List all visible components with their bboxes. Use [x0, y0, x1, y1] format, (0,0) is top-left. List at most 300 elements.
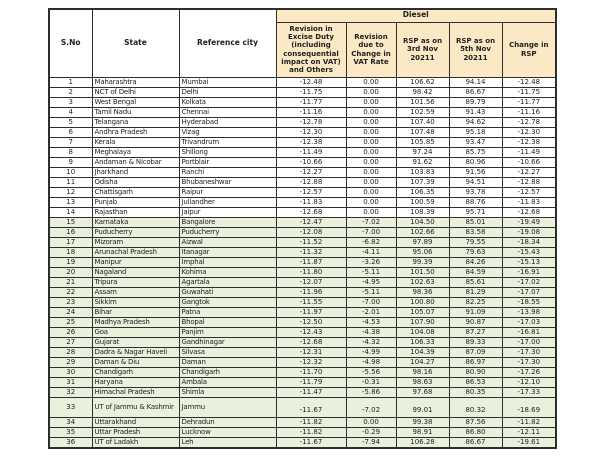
vat-revision-cell: -4.53 [346, 317, 396, 327]
table-row [49, 97, 556, 107]
change-in-rsp-cell: -11.49 [502, 147, 556, 157]
table-header [49, 9, 556, 77]
reference-city-cell: Ambala [179, 377, 276, 387]
state-cell: Uttarakhand [92, 417, 179, 427]
excise-revision-cell: -11.79 [276, 377, 346, 387]
rsp-3rd-nov-cell: 98.42 [396, 87, 449, 97]
change-in-rsp-cell: -12.48 [502, 77, 556, 87]
rsp-3rd-nov-cell: 104.08 [396, 327, 449, 337]
rsp-5th-nov-cell: 87.27 [449, 327, 502, 337]
col-header-rsp-3rd-nov: RSP as on 3rd Nov 20211 [396, 22, 449, 77]
reference-city-cell: Bhopal [179, 317, 276, 327]
change-in-rsp-cell: -19.49 [502, 217, 556, 227]
state-cell: Chandigarh [92, 367, 179, 377]
state-cell: Dadra & Nagar Haveli [92, 347, 179, 357]
table-row [49, 317, 556, 327]
rsp-3rd-nov-cell: 99.01 [396, 397, 449, 417]
reference-city-cell: Gangtok [179, 297, 276, 307]
sno-cell: 27 [49, 337, 92, 347]
sno-cell: 10 [49, 167, 92, 177]
sno-cell: 13 [49, 197, 92, 207]
reference-city-cell: Ranchi [179, 167, 276, 177]
change-in-rsp-cell: -11.16 [502, 107, 556, 117]
excise-revision-cell: -12.78 [276, 117, 346, 127]
rsp-3rd-nov-cell: 102.63 [396, 277, 449, 287]
table-row [49, 77, 556, 87]
col-header-excise-revision: Revision in Excise Duty (including consequential impact on VAT) and Others [276, 22, 346, 77]
vat-revision-cell: -7.00 [346, 297, 396, 307]
rsp-3rd-nov-cell: 104.50 [396, 217, 449, 227]
vat-revision-cell: 0.00 [346, 167, 396, 177]
change-in-rsp-cell: -12.30 [502, 127, 556, 137]
vat-revision-cell: 0.00 [346, 107, 396, 117]
table-row [49, 367, 556, 377]
vat-revision-cell: -5.11 [346, 267, 396, 277]
excise-revision-cell: -12.32 [276, 357, 346, 367]
reference-city-cell: Vizag [179, 127, 276, 137]
excise-revision-cell: -11.67 [276, 397, 346, 417]
sno-cell: 34 [49, 417, 92, 427]
table-row [49, 337, 556, 347]
table-row [49, 157, 556, 167]
change-in-rsp-cell: -17.07 [502, 287, 556, 297]
sno-cell: 2 [49, 87, 92, 97]
reference-city-cell: Puducherry [179, 227, 276, 237]
rsp-3rd-nov-cell: 106.35 [396, 187, 449, 197]
rsp-5th-nov-cell: 85.01 [449, 217, 502, 227]
rsp-3rd-nov-cell: 107.90 [396, 317, 449, 327]
state-cell: Andaman & Nicobar [92, 157, 179, 167]
col-header-rsp-5th-nov: RSP as on 5th Nov 20211 [449, 22, 502, 77]
sno-cell: 7 [49, 137, 92, 147]
table-row [49, 287, 556, 297]
table-row [49, 257, 556, 267]
rsp-5th-nov-cell: 94.62 [449, 117, 502, 127]
rsp-3rd-nov-cell: 91.62 [396, 157, 449, 167]
vat-revision-cell: -4.99 [346, 347, 396, 357]
excise-revision-cell: -12.38 [276, 137, 346, 147]
rsp-3rd-nov-cell: 97.68 [396, 387, 449, 397]
vat-revision-cell: -3.26 [346, 257, 396, 267]
sno-cell: 18 [49, 247, 92, 257]
rsp-5th-nov-cell: 94.51 [449, 177, 502, 187]
excise-revision-cell: -11.87 [276, 257, 346, 267]
col-header-sno: S.No [49, 9, 92, 77]
rsp-5th-nov-cell: 86.97 [449, 357, 502, 367]
reference-city-cell: Imphal [179, 257, 276, 267]
sno-cell: 19 [49, 257, 92, 267]
sno-cell: 12 [49, 187, 92, 197]
rsp-3rd-nov-cell: 105.85 [396, 137, 449, 147]
sno-cell: 23 [49, 297, 92, 307]
rsp-3rd-nov-cell: 101.50 [396, 267, 449, 277]
rsp-3rd-nov-cell: 100.59 [396, 197, 449, 207]
excise-revision-cell: -11.67 [276, 437, 346, 448]
rsp-5th-nov-cell: 93.78 [449, 187, 502, 197]
col-header-change-in-rsp: Change in RSP [502, 22, 556, 77]
excise-revision-cell: -12.27 [276, 167, 346, 177]
excise-revision-cell: -11.70 [276, 367, 346, 377]
rsp-3rd-nov-cell: 98.63 [396, 377, 449, 387]
vat-revision-cell: -5.86 [346, 387, 396, 397]
excise-revision-cell: -11.47 [276, 387, 346, 397]
rsp-5th-nov-cell: 80.96 [449, 157, 502, 167]
state-cell: Daman & Diu [92, 357, 179, 367]
rsp-5th-nov-cell: 87.09 [449, 347, 502, 357]
vat-revision-cell: -7.00 [346, 227, 396, 237]
sno-cell: 9 [49, 157, 92, 167]
change-in-rsp-cell: -15.13 [502, 257, 556, 267]
rsp-3rd-nov-cell: 97.24 [396, 147, 449, 157]
vat-revision-cell: -7.94 [346, 437, 396, 448]
sno-cell: 1 [49, 77, 92, 87]
table-row [49, 397, 556, 417]
reference-city-cell: Jammu [179, 397, 276, 417]
excise-revision-cell: -11.32 [276, 247, 346, 257]
state-cell: Goa [92, 327, 179, 337]
rsp-5th-nov-cell: 80.90 [449, 367, 502, 377]
table-body [49, 77, 556, 448]
state-cell: Puducherry [92, 227, 179, 237]
rsp-5th-nov-cell: 90.87 [449, 317, 502, 327]
reference-city-cell: Lucknow [179, 427, 276, 437]
rsp-3rd-nov-cell: 102.66 [396, 227, 449, 237]
change-in-rsp-cell: -19.08 [502, 227, 556, 237]
state-cell: Maharashtra [92, 77, 179, 87]
excise-revision-cell: -11.49 [276, 147, 346, 157]
sno-cell: 26 [49, 327, 92, 337]
diesel-price-table [48, 8, 557, 449]
rsp-3rd-nov-cell: 98.16 [396, 367, 449, 377]
reference-city-cell: Aizwal [179, 237, 276, 247]
change-in-rsp-cell: -16.81 [502, 327, 556, 337]
sno-cell: 30 [49, 367, 92, 377]
reference-city-cell: Agartala [179, 277, 276, 287]
rsp-5th-nov-cell: 83.58 [449, 227, 502, 237]
vat-revision-cell: -4.98 [346, 357, 396, 367]
vat-revision-cell: -7.02 [346, 397, 396, 417]
col-header-reference-city: Reference city [179, 9, 276, 77]
rsp-3rd-nov-cell: 97.89 [396, 237, 449, 247]
sno-cell: 15 [49, 217, 92, 227]
sno-cell: 33 [49, 397, 92, 417]
sno-cell: 14 [49, 207, 92, 217]
excise-revision-cell: -11.80 [276, 267, 346, 277]
reference-city-cell: Guwahati [179, 287, 276, 297]
rsp-5th-nov-cell: 84.26 [449, 257, 502, 267]
change-in-rsp-cell: -12.57 [502, 187, 556, 197]
state-cell: Punjab [92, 197, 179, 207]
rsp-5th-nov-cell: 86.67 [449, 437, 502, 448]
excise-revision-cell: -12.30 [276, 127, 346, 137]
rsp-3rd-nov-cell: 100.80 [396, 297, 449, 307]
state-cell: Uttar Pradesh [92, 427, 179, 437]
rsp-5th-nov-cell: 87.56 [449, 417, 502, 427]
rsp-3rd-nov-cell: 98.36 [396, 287, 449, 297]
sno-cell: 8 [49, 147, 92, 157]
state-cell: Himachal Pradesh [92, 387, 179, 397]
excise-revision-cell: -11.82 [276, 427, 346, 437]
state-cell: Meghalaya [92, 147, 179, 157]
table-row [49, 197, 556, 207]
change-in-rsp-cell: -12.88 [502, 177, 556, 187]
change-in-rsp-cell: -17.00 [502, 337, 556, 347]
rsp-5th-nov-cell: 88.76 [449, 197, 502, 207]
reference-city-cell: Mumbai [179, 77, 276, 87]
excise-revision-cell: -11.96 [276, 287, 346, 297]
vat-revision-cell: -5.56 [346, 367, 396, 377]
excise-revision-cell: -12.47 [276, 217, 346, 227]
rsp-3rd-nov-cell: 99.38 [396, 417, 449, 427]
rsp-3rd-nov-cell: 105.07 [396, 307, 449, 317]
reference-city-cell: Kohima [179, 267, 276, 277]
table-row [49, 277, 556, 287]
excise-revision-cell: -12.68 [276, 207, 346, 217]
table-row [49, 217, 556, 227]
state-cell: Jharkhand [92, 167, 179, 177]
table-row [49, 417, 556, 427]
change-in-rsp-cell: -12.68 [502, 207, 556, 217]
rsp-3rd-nov-cell: 98.91 [396, 427, 449, 437]
change-in-rsp-cell: -19.61 [502, 437, 556, 448]
reference-city-cell: Jaipur [179, 207, 276, 217]
rsp-5th-nov-cell: 89.79 [449, 97, 502, 107]
vat-revision-cell: 0.00 [346, 87, 396, 97]
reference-city-cell: Kolkata [179, 97, 276, 107]
vat-revision-cell: 0.00 [346, 417, 396, 427]
change-in-rsp-cell: -11.83 [502, 197, 556, 207]
vat-revision-cell: 0.00 [346, 127, 396, 137]
reference-city-cell: Shillong [179, 147, 276, 157]
change-in-rsp-cell: -11.77 [502, 97, 556, 107]
sno-cell: 6 [49, 127, 92, 137]
table-row [49, 137, 556, 147]
change-in-rsp-cell: -18.55 [502, 297, 556, 307]
vat-revision-cell: 0.00 [346, 97, 396, 107]
vat-revision-cell: -4.38 [346, 327, 396, 337]
change-in-rsp-cell: -12.78 [502, 117, 556, 127]
col-group-header-diesel: Diesel [276, 9, 556, 22]
reference-city-cell: Shimla [179, 387, 276, 397]
table-row [49, 247, 556, 257]
sno-cell: 5 [49, 117, 92, 127]
rsp-3rd-nov-cell: 104.27 [396, 357, 449, 367]
rsp-5th-nov-cell: 86.53 [449, 377, 502, 387]
reference-city-cell: Bhubaneshwar [179, 177, 276, 187]
sno-cell: 21 [49, 277, 92, 287]
table-row [49, 297, 556, 307]
sno-cell: 3 [49, 97, 92, 107]
reference-city-cell: Bangalore [179, 217, 276, 227]
sno-cell: 16 [49, 227, 92, 237]
state-cell: UT of Ladakh [92, 437, 179, 448]
rsp-5th-nov-cell: 85.75 [449, 147, 502, 157]
table-row [49, 307, 556, 317]
table-row [49, 107, 556, 117]
state-cell: Tamil Nadu [92, 107, 179, 117]
reference-city-cell: Portblair [179, 157, 276, 167]
rsp-5th-nov-cell: 79.63 [449, 247, 502, 257]
excise-revision-cell: -12.07 [276, 277, 346, 287]
change-in-rsp-cell: -11.75 [502, 87, 556, 97]
reference-city-cell: Hyderabad [179, 117, 276, 127]
table-row [49, 127, 556, 137]
rsp-3rd-nov-cell: 95.06 [396, 247, 449, 257]
change-in-rsp-cell: -13.98 [502, 307, 556, 317]
change-in-rsp-cell: -12.38 [502, 137, 556, 147]
vat-revision-cell: 0.00 [346, 207, 396, 217]
change-in-rsp-cell: -12.27 [502, 167, 556, 177]
excise-revision-cell: -11.83 [276, 197, 346, 207]
state-cell: Madhya Pradesh [92, 317, 179, 327]
change-in-rsp-cell: -17.02 [502, 277, 556, 287]
excise-revision-cell: -11.16 [276, 107, 346, 117]
reference-city-cell: Daman [179, 357, 276, 367]
sno-cell: 29 [49, 357, 92, 367]
state-cell: Telangana [92, 117, 179, 127]
table-row [49, 437, 556, 448]
state-cell: Nagaland [92, 267, 179, 277]
state-cell: Karnataka [92, 217, 179, 227]
rsp-3rd-nov-cell: 107.39 [396, 177, 449, 187]
vat-revision-cell: -0.29 [346, 427, 396, 437]
table-row [49, 207, 556, 217]
sno-cell: 32 [49, 387, 92, 397]
vat-revision-cell: 0.00 [346, 157, 396, 167]
change-in-rsp-cell: -18.69 [502, 397, 556, 417]
rsp-5th-nov-cell: 84.59 [449, 267, 502, 277]
change-in-rsp-cell: -17.26 [502, 367, 556, 377]
reference-city-cell: Dehradun [179, 417, 276, 427]
table-row [49, 167, 556, 177]
sno-cell: 35 [49, 427, 92, 437]
state-cell: Chattisgarh [92, 187, 179, 197]
col-header-vat-revision: Revision due to Change in VAT Rate [346, 22, 396, 77]
table-row [49, 427, 556, 437]
table-row [49, 347, 556, 357]
vat-revision-cell: -4.32 [346, 337, 396, 347]
rsp-5th-nov-cell: 79.55 [449, 237, 502, 247]
vat-revision-cell: -6.82 [346, 237, 396, 247]
state-cell: Arunachal Pradesh [92, 247, 179, 257]
reference-city-cell: Chennai [179, 107, 276, 117]
rsp-3rd-nov-cell: 107.40 [396, 117, 449, 127]
rsp-5th-nov-cell: 86.67 [449, 87, 502, 97]
table-row [49, 267, 556, 277]
excise-revision-cell: -11.82 [276, 417, 346, 427]
reference-city-cell: Raipur [179, 187, 276, 197]
excise-revision-cell: -12.48 [276, 77, 346, 87]
reference-city-cell: Trivandrum [179, 137, 276, 147]
rsp-3rd-nov-cell: 106.28 [396, 437, 449, 448]
state-cell: Gujarat [92, 337, 179, 347]
change-in-rsp-cell: -16.91 [502, 267, 556, 277]
state-cell: Mizoram [92, 237, 179, 247]
table-row [49, 187, 556, 197]
sno-cell: 20 [49, 267, 92, 277]
excise-revision-cell: -12.08 [276, 227, 346, 237]
rsp-3rd-nov-cell: 99.39 [396, 257, 449, 267]
vat-revision-cell: 0.00 [346, 197, 396, 207]
excise-revision-cell: -11.55 [276, 297, 346, 307]
sno-cell: 36 [49, 437, 92, 448]
state-cell: Andhra Pradesh [92, 127, 179, 137]
change-in-rsp-cell: -17.30 [502, 347, 556, 357]
rsp-5th-nov-cell: 80.35 [449, 387, 502, 397]
state-cell: Manipur [92, 257, 179, 267]
table-row [49, 237, 556, 247]
state-cell: Assam [92, 287, 179, 297]
state-cell: Tripura [92, 277, 179, 287]
excise-revision-cell: -12.50 [276, 317, 346, 327]
change-in-rsp-cell: -18.34 [502, 237, 556, 247]
state-cell: Odisha [92, 177, 179, 187]
sno-cell: 17 [49, 237, 92, 247]
vat-revision-cell: -5.11 [346, 287, 396, 297]
rsp-5th-nov-cell: 89.33 [449, 337, 502, 347]
vat-revision-cell: 0.00 [346, 187, 396, 197]
rsp-3rd-nov-cell: 106.33 [396, 337, 449, 347]
table-row [49, 357, 556, 367]
rsp-5th-nov-cell: 82.25 [449, 297, 502, 307]
vat-revision-cell: -4.11 [346, 247, 396, 257]
reference-city-cell: Leh [179, 437, 276, 448]
excise-revision-cell: -11.97 [276, 307, 346, 317]
rsp-5th-nov-cell: 86.80 [449, 427, 502, 437]
vat-revision-cell: -2.01 [346, 307, 396, 317]
sno-cell: 28 [49, 347, 92, 357]
rsp-3rd-nov-cell: 108.39 [396, 207, 449, 217]
vat-revision-cell: 0.00 [346, 137, 396, 147]
excise-revision-cell: -12.88 [276, 177, 346, 187]
rsp-5th-nov-cell: 91.56 [449, 167, 502, 177]
excise-revision-cell: -10.66 [276, 157, 346, 167]
change-in-rsp-cell: -17.03 [502, 317, 556, 327]
change-in-rsp-cell: -10.66 [502, 157, 556, 167]
vat-revision-cell: 0.00 [346, 77, 396, 87]
table-row [49, 327, 556, 337]
sno-cell: 4 [49, 107, 92, 117]
vat-revision-cell: -0.31 [346, 377, 396, 387]
change-in-rsp-cell: -12.11 [502, 427, 556, 437]
rsp-5th-nov-cell: 95.18 [449, 127, 502, 137]
rsp-3rd-nov-cell: 106.62 [396, 77, 449, 87]
table-row [49, 147, 556, 157]
change-in-rsp-cell: -11.82 [502, 417, 556, 427]
table-row [49, 117, 556, 127]
rsp-5th-nov-cell: 81.29 [449, 287, 502, 297]
excise-revision-cell: -12.68 [276, 337, 346, 347]
rsp-5th-nov-cell: 85.61 [449, 277, 502, 287]
reference-city-cell: Jullandher [179, 197, 276, 207]
state-cell: West Bengal [92, 97, 179, 107]
excise-revision-cell: -11.75 [276, 87, 346, 97]
state-cell: Kerala [92, 137, 179, 147]
reference-city-cell: Silvasa [179, 347, 276, 357]
reference-city-cell: Itanagar [179, 247, 276, 257]
rsp-5th-nov-cell: 94.14 [449, 77, 502, 87]
change-in-rsp-cell: -17.30 [502, 357, 556, 367]
sno-cell: 11 [49, 177, 92, 187]
col-header-state: State [92, 9, 179, 77]
table-row [49, 387, 556, 397]
rsp-3rd-nov-cell: 107.48 [396, 127, 449, 137]
vat-revision-cell: -4.95 [346, 277, 396, 287]
reference-city-cell: Gandhinagar [179, 337, 276, 347]
vat-revision-cell: -7.02 [346, 217, 396, 227]
state-cell: NCT of Delhi [92, 87, 179, 97]
rsp-3rd-nov-cell: 101.56 [396, 97, 449, 107]
